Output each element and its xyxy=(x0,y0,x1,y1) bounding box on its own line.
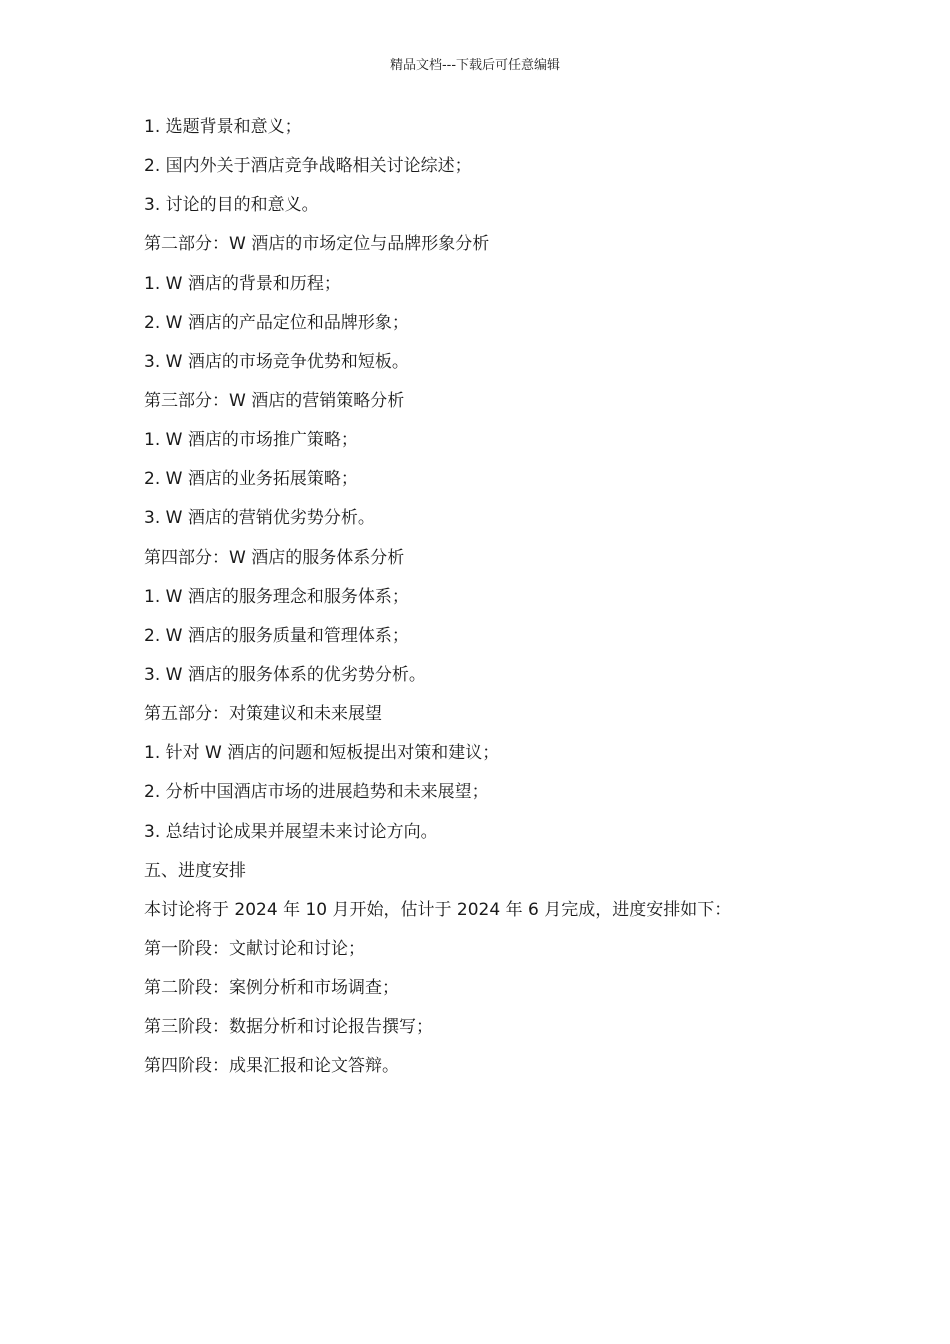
outline-item: 1. W 酒店的背景和历程； xyxy=(144,273,341,294)
outline-item: 3. W 酒店的服务体系的优劣势分析。 xyxy=(144,664,426,685)
outline-item: 1. 针对 W 酒店的问题和短板提出对策和建议； xyxy=(144,743,500,764)
outline-item: 3. 总结讨论成果并展望未来讨论方向。 xyxy=(144,821,438,842)
outline-item: 2. W 酒店的服务质量和管理体系； xyxy=(144,625,409,646)
section-heading: 第四部分：W 酒店的服务体系分析 xyxy=(144,547,405,568)
outline-item: 3. W 酒店的市场竞争优势和短板。 xyxy=(144,351,409,372)
outline-item: 2. W 酒店的产品定位和品牌形象； xyxy=(144,312,409,333)
schedule-item: 第二阶段：案例分析和市场调查； xyxy=(144,978,399,999)
outline-item: 2. 分析中国酒店市场的进展趋势和未来展望； xyxy=(144,782,489,803)
section-heading: 第二部分：W 酒店的市场定位与品牌形象分析 xyxy=(144,234,490,255)
section-heading: 第三部分：W 酒店的营销策略分析 xyxy=(144,390,405,411)
outline-item: 3. W 酒店的营销优劣势分析。 xyxy=(144,508,375,529)
paragraph: 本讨论将于 2024 年 10 月开始，估计于 2024 年 6 月完成，进度安排如下： xyxy=(144,899,732,920)
document-body xyxy=(144,116,844,1095)
section-heading: 第五部分：对策建议和未来展望 xyxy=(144,704,382,725)
outline-item: 1. 选题背景和意义； xyxy=(144,117,302,137)
page-header: 精品文档---下载后可任意编辑 xyxy=(389,58,561,73)
outline-item: 2. 国内外关于酒店竞争战略相关讨论综述； xyxy=(144,156,472,177)
outline-item: 2. W 酒店的业务拓展策略； xyxy=(144,469,358,490)
outline-item: 1. W 酒店的服务理念和服务体系； xyxy=(144,586,409,607)
schedule-item: 第四阶段：成果汇报和论文答辩。 xyxy=(144,1056,399,1077)
outline-item: 1. W 酒店的市场推广策略； xyxy=(144,430,358,451)
schedule-item: 第一阶段：文献讨论和讨论； xyxy=(144,938,365,959)
schedule-item: 第三阶段：数据分析和讨论报告撰写； xyxy=(144,1017,433,1038)
outline-item: 3. 讨论的目的和意义。 xyxy=(144,195,319,216)
section-heading: 五、进度安排 xyxy=(144,860,246,881)
